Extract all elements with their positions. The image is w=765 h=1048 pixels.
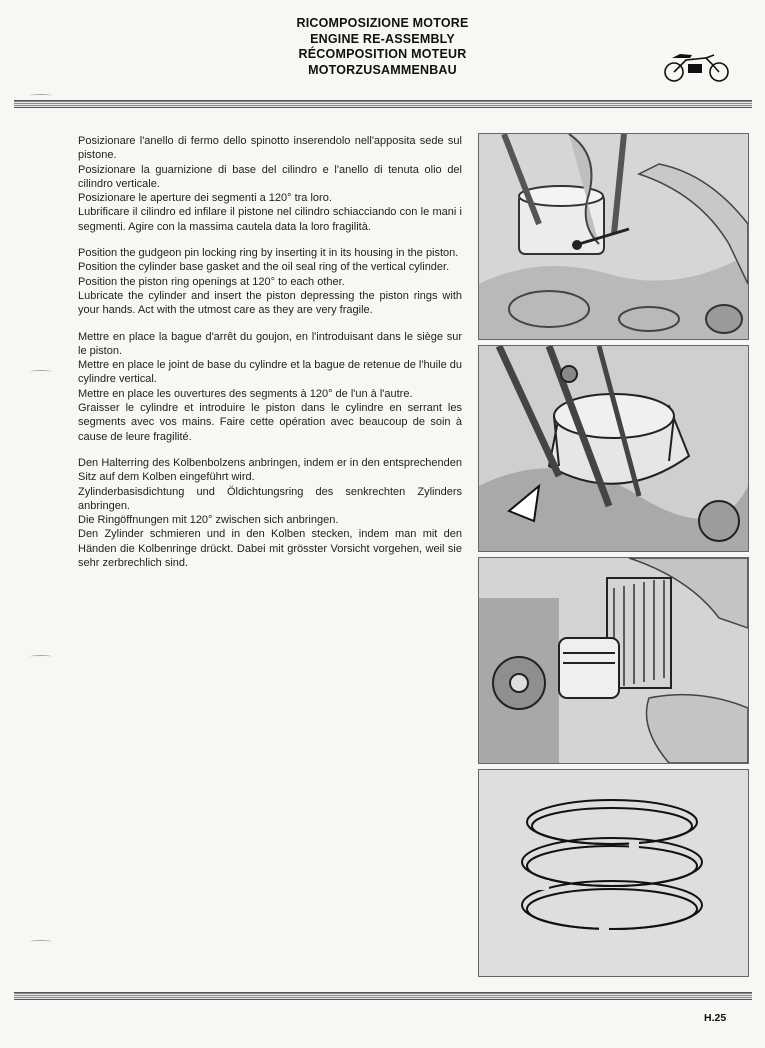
paragraph: Den Zylinder schmieren und in den Kolben stecken, indem man mit den Händen die Kolbenringe drückt. Dabei mit grösster Vorsicht vorgehen, weil sie sehr zerbrechlich sind. xyxy=(78,528,462,570)
paragraph: Mettre en place les ouvertures des segments à 120° de l'un à l'autre. xyxy=(78,387,413,400)
photo-piston-insertion xyxy=(478,557,749,764)
drawing-piston-rings xyxy=(478,769,749,977)
page-header xyxy=(0,0,765,100)
section-english xyxy=(78,246,462,317)
section-italian xyxy=(78,134,462,234)
paragraph: Position the gudgeon pin locking ring by inserting it in its housing in the piston. xyxy=(78,247,459,260)
binder-hole-mark xyxy=(30,655,52,658)
paragraph: Posizionare l'anello di fermo dello spinotto inserendolo nell'apposita sede sul pistone. xyxy=(78,135,462,162)
section-french xyxy=(78,330,462,444)
motorcycle-icon xyxy=(662,50,732,84)
paragraph: Mettre en place la bague d'arrêt du goujon, en l'introduisant dans le siège sur le piston. xyxy=(78,330,462,357)
instructions-text xyxy=(78,134,462,582)
paragraph: Zylinderbasisdichtung und Öldichtungsring des senkrechten Zylinders anbringen. xyxy=(78,485,462,512)
binder-hole-mark xyxy=(30,940,52,943)
paragraph: Posizionare le aperture dei segmenti a 120° tra loro. xyxy=(78,192,332,205)
paragraph: Graisser le cylindre et introduire le piston dans le cylindre en serrant les segments avec vos mains. Faire cette opération avec beaucoup de soin à cause de leure fragilité. xyxy=(78,402,462,443)
title-german: MOTORZUSAMMENBAU xyxy=(308,62,457,77)
paragraph: Den Halterring des Kolbenbolzens anbringen, indem er in den entsprechenden Sitz auf dem Kolben eingeführt wird. xyxy=(78,456,462,484)
photo-base-gasket xyxy=(478,345,749,552)
page-number: H.25 xyxy=(704,1012,727,1024)
title-block xyxy=(0,16,765,78)
title-italian: RICOMPOSIZIONE MOTORE xyxy=(296,16,469,30)
paragraph: Position the piston ring openings at 120° to each other. xyxy=(78,275,345,288)
paragraph: Position the cylinder base gasket and the oil seal ring of the vertical cylinder. xyxy=(78,261,450,274)
header-rule xyxy=(14,100,752,108)
section-german xyxy=(78,456,462,570)
title-english: ENGINE RE-ASSEMBLY xyxy=(310,31,455,46)
footer-rule xyxy=(14,992,752,1000)
paragraph: Mettre en place le joint de base du cylindre et la bague de retenue de l'huile du cylindre vertical. xyxy=(78,359,462,386)
binder-hole-mark xyxy=(30,94,52,97)
paragraph: Lubrificare il cilindro ed infilare il pistone nel cilindro schiacciando con le mani i segmenti. Agire con la massima cautela data la loro fragilità. xyxy=(78,206,462,233)
photo-locking-ring xyxy=(478,133,749,340)
binder-hole-mark xyxy=(30,370,52,373)
paragraph: Die Ringöffnungen mit 120° zwischen sich anbringen. xyxy=(78,514,339,527)
title-french: RÉCOMPOSITION MOTEUR xyxy=(298,47,467,61)
paragraph: Lubricate the cylinder and insert the piston depressing the piston rings with your hands. Act with the utmost care as they are very fragile. xyxy=(78,289,462,317)
paragraph: Posizionare la guarnizione di base del cilindro e l'anello di tenuta olio del cilindro verticale. xyxy=(78,163,462,190)
